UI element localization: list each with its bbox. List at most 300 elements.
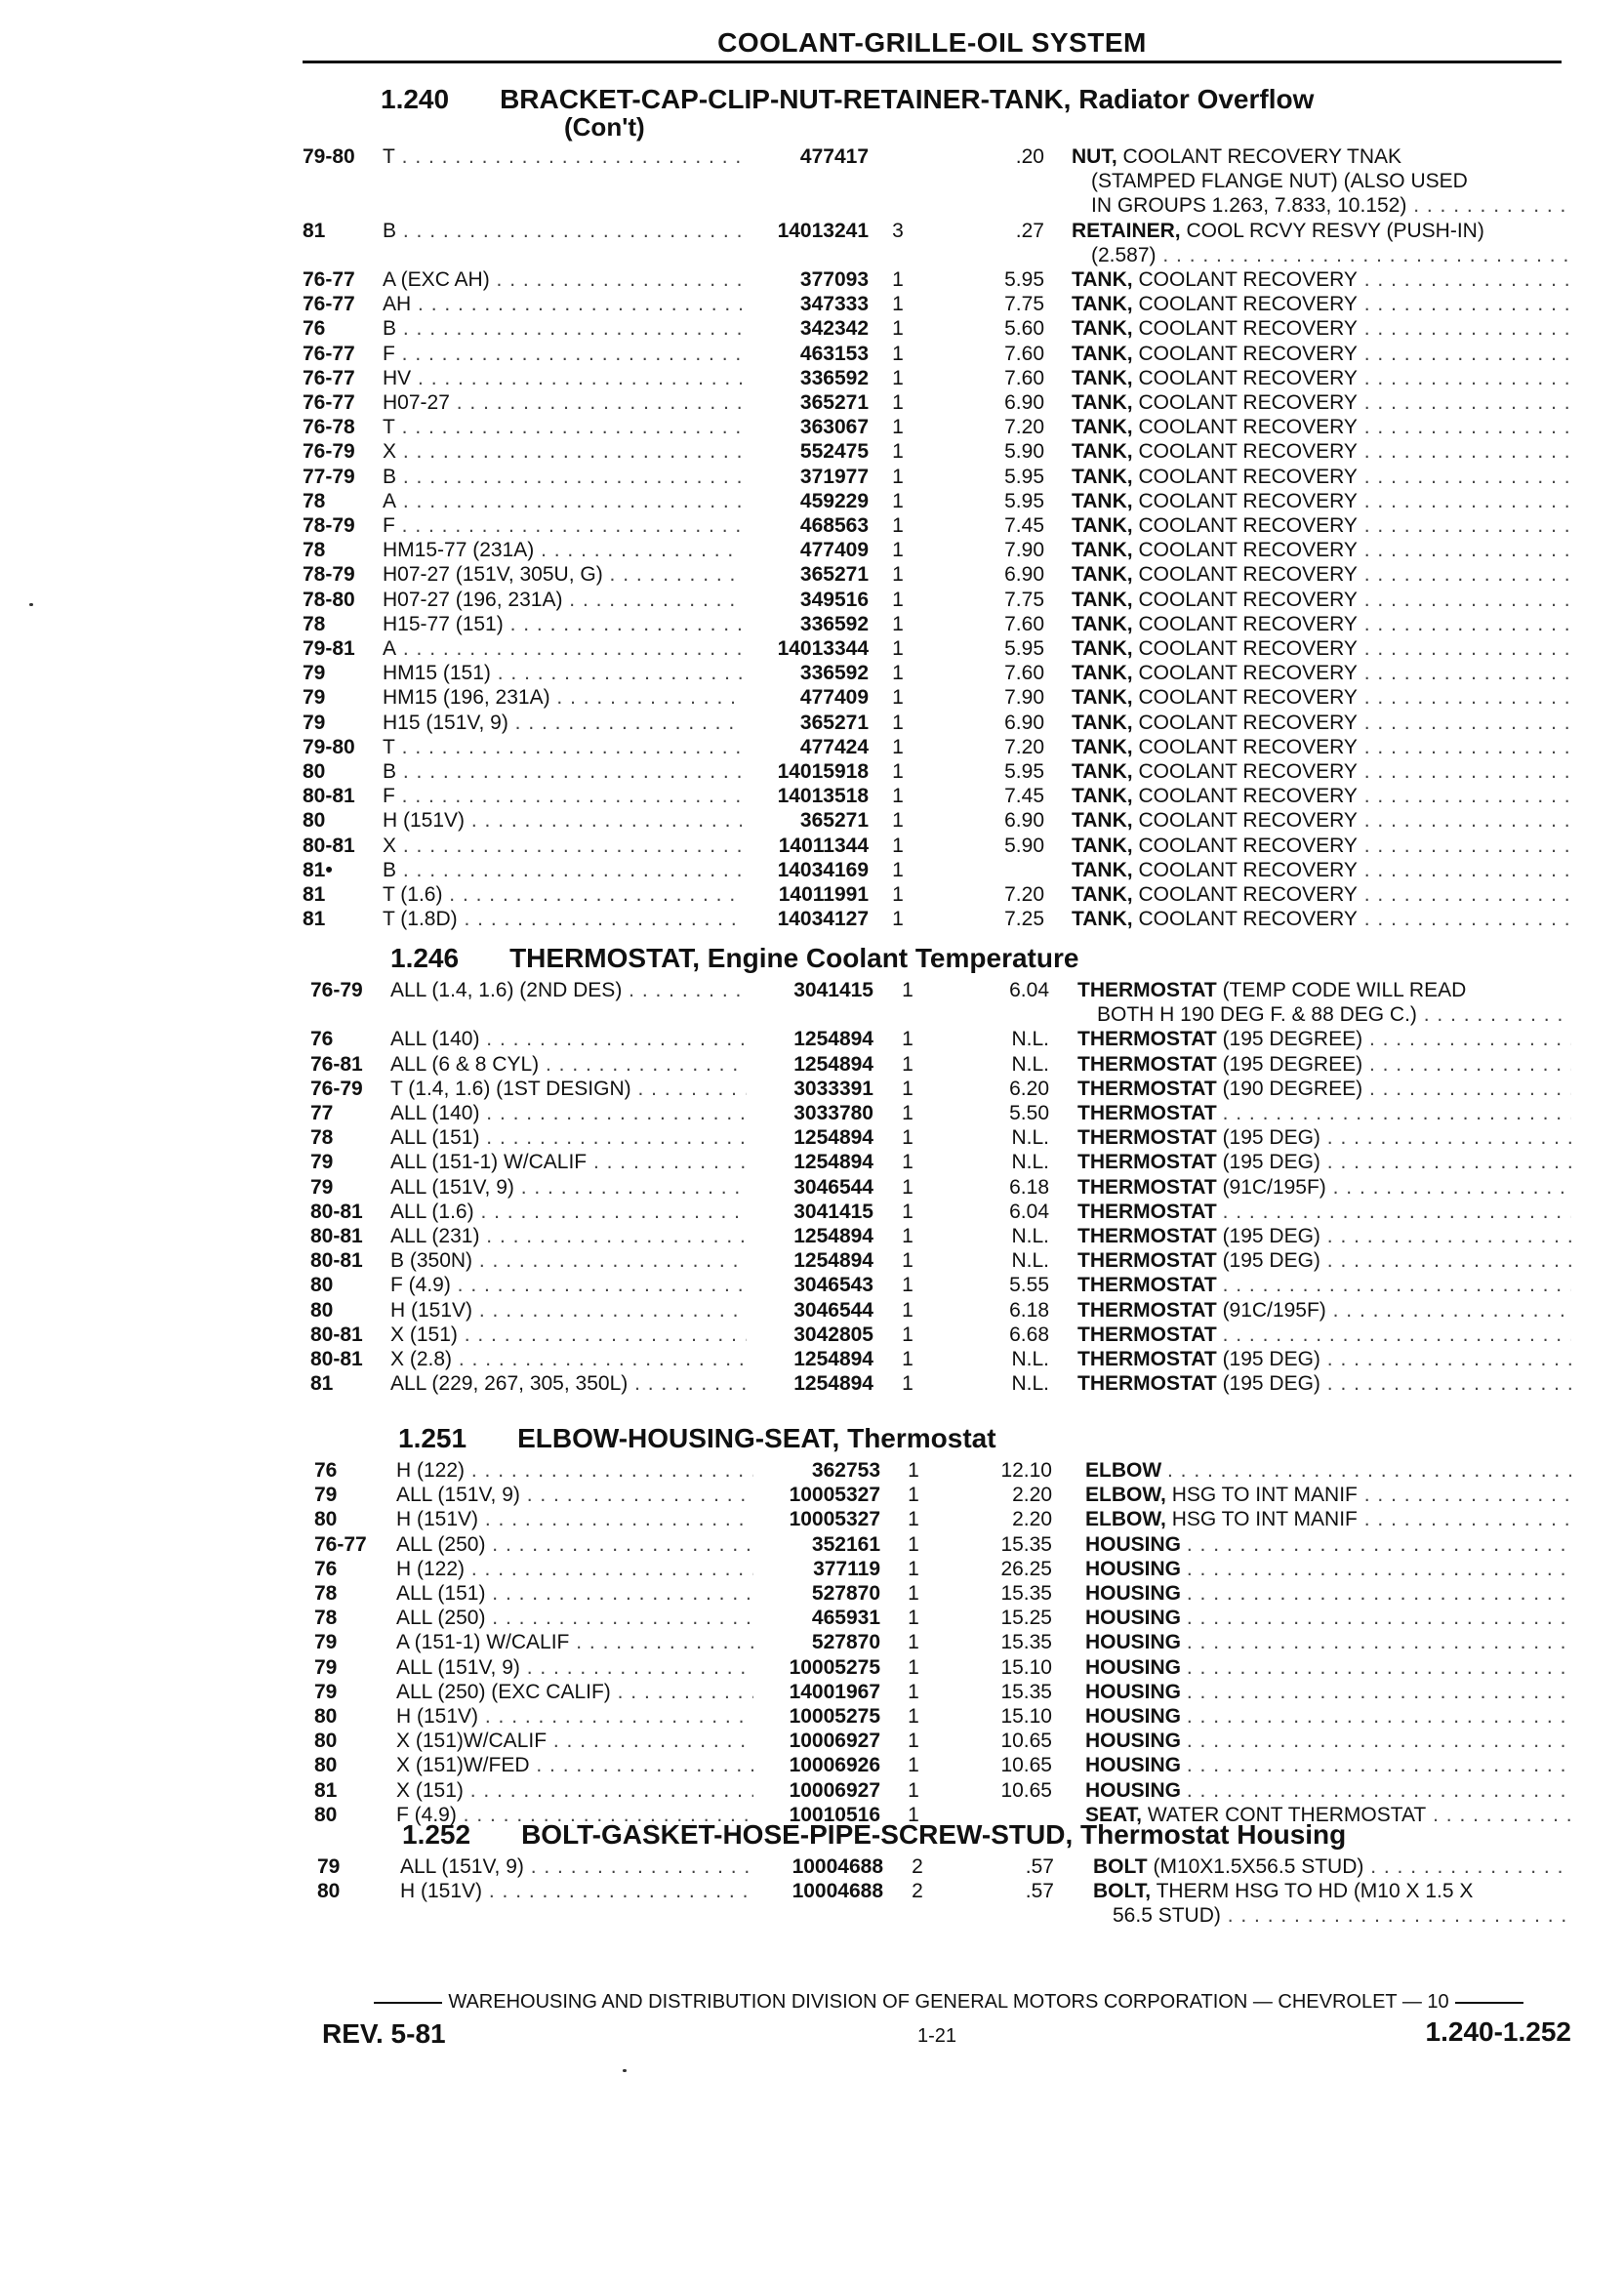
- description-name: HOUSING: [1085, 1582, 1182, 1605]
- application: T . . .: [383, 735, 742, 759]
- description: [1077, 1347, 1571, 1371]
- description: [1077, 1298, 1571, 1323]
- part-number: 552475: [799, 440, 869, 464]
- description-detail: WATER CONT THERMOSTAT: [1147, 1803, 1427, 1826]
- model-year: 80-81: [310, 1200, 363, 1223]
- model-year: 81: [303, 883, 326, 906]
- application: ALL (151) . . .: [396, 1581, 753, 1606]
- section-number: 1.251: [398, 1423, 467, 1453]
- description-detail: (195 DEG): [1222, 1225, 1320, 1247]
- table-row: [0, 1507, 1624, 1531]
- quantity: 1: [908, 1532, 919, 1556]
- description-name: ELBOW: [1085, 1459, 1162, 1482]
- application: A (151-1) W/CALIF . . .: [396, 1630, 753, 1654]
- part-number: 14034169: [777, 858, 869, 881]
- table-row: [0, 978, 1624, 1002]
- application: H07-27 . . .: [383, 390, 742, 415]
- application: ALL (250) . . .: [396, 1532, 753, 1557]
- table-row: [0, 759, 1624, 784]
- table-row: [0, 1224, 1624, 1248]
- description-name: TANK,: [1072, 735, 1133, 758]
- table-row: [0, 1027, 1624, 1051]
- description-name: HOUSING: [1085, 1631, 1182, 1654]
- table-row: [0, 1125, 1624, 1150]
- quantity: 1: [902, 1225, 914, 1247]
- description: [1072, 661, 1571, 685]
- description: [1072, 858, 1571, 882]
- model-year: 78: [303, 489, 326, 512]
- application: AH . . .: [383, 292, 742, 316]
- description-detail: COOLANT RECOVERY: [1138, 539, 1358, 562]
- description: [1072, 439, 1571, 464]
- price: 26.25: [1000, 1557, 1052, 1580]
- quantity: 1: [908, 1607, 919, 1630]
- price: .20: [1015, 145, 1044, 168]
- price: 6.04: [1009, 979, 1049, 1001]
- price: 5.95: [1004, 489, 1044, 512]
- section-title: BRACKET-CAP-CLIP-NUT-RETAINER-TANK, Radiator Overflow: [500, 84, 1315, 114]
- part-number: 365271: [799, 563, 869, 587]
- application: ALL (6 & 8 CYL) . . .: [390, 1052, 747, 1077]
- quantity: 1: [908, 1508, 919, 1531]
- footer-division-line: [324, 1991, 1573, 2014]
- application: ALL (151V, 9) . . .: [400, 1854, 756, 1879]
- quantity: 1: [892, 342, 904, 365]
- application: B . . .: [383, 316, 742, 341]
- description-detail: (M10X1.5X56.5 STUD): [1153, 1855, 1364, 1878]
- part-number: 477409: [799, 539, 869, 562]
- section-title: THERMOSTAT, Engine Coolant Temperature: [509, 943, 1079, 973]
- quantity: 3: [892, 219, 904, 242]
- quantity: 1: [902, 1200, 914, 1223]
- description: [1077, 1101, 1571, 1125]
- description-name: THERMOSTAT: [1077, 1028, 1217, 1051]
- price: 6.04: [1009, 1200, 1049, 1223]
- description: [1093, 1879, 1571, 1903]
- application: X (151) . . .: [390, 1323, 747, 1347]
- part-number: 10006927: [789, 1730, 880, 1753]
- description: [1072, 342, 1571, 366]
- model-year: 81•: [303, 858, 333, 881]
- model-year: 80: [314, 1803, 338, 1826]
- part-number: 3033391: [793, 1077, 873, 1100]
- model-year: 80: [303, 809, 326, 833]
- price: 7.60: [1004, 612, 1044, 635]
- description-name: TANK,: [1072, 317, 1133, 341]
- table-row: [0, 636, 1624, 661]
- description-detail: COOL RCVY RESVY (PUSH-IN): [1186, 219, 1484, 242]
- table-row: [0, 1483, 1624, 1507]
- price: 5.60: [1004, 317, 1044, 341]
- table-row: [0, 390, 1624, 415]
- description: [1085, 1507, 1571, 1531]
- price: 5.50: [1009, 1102, 1049, 1124]
- table-row: [0, 1778, 1624, 1803]
- model-year: 81: [310, 1372, 334, 1396]
- model-year: 78: [310, 1126, 334, 1150]
- part-number: 14011991: [778, 883, 869, 906]
- table-row: [0, 1347, 1624, 1371]
- model-year: 76-77: [303, 342, 355, 365]
- section-number: 1.240: [381, 84, 450, 114]
- table-row: [0, 342, 1624, 366]
- price: 7.25: [1004, 908, 1044, 931]
- part-number: 10004688: [792, 1880, 883, 1903]
- price: 2.20: [1012, 1484, 1052, 1507]
- part-number: 365271: [799, 809, 869, 833]
- description-detail: HSG TO INT MANIF: [1171, 1484, 1358, 1507]
- description-name: TANK,: [1072, 760, 1133, 783]
- application: B . . .: [383, 465, 742, 489]
- part-number: 3046544: [793, 1175, 873, 1199]
- description-name: TANK,: [1072, 637, 1133, 660]
- quantity: 1: [902, 979, 914, 1001]
- description-detail: COOLANT RECOVERY: [1138, 809, 1358, 833]
- part-number: 365271: [799, 391, 869, 414]
- description: [1072, 882, 1571, 907]
- table-row: [0, 1581, 1624, 1606]
- description-name: TANK,: [1072, 809, 1133, 833]
- model-year: 79: [303, 662, 326, 685]
- model-year: 79-80: [303, 145, 355, 168]
- description-name: TANK,: [1072, 416, 1133, 439]
- description: [1072, 759, 1571, 784]
- description-name: ELBOW,: [1085, 1484, 1166, 1507]
- description-detail: COOLANT RECOVERY: [1138, 760, 1358, 783]
- quantity: 1: [892, 268, 904, 291]
- model-year: 79: [314, 1631, 338, 1654]
- part-number: 465931: [811, 1607, 880, 1630]
- description-name: HOUSING: [1085, 1754, 1182, 1777]
- description-detail: (195 DEG): [1222, 1126, 1320, 1150]
- part-number: 1254894: [793, 1052, 873, 1076]
- description: [1085, 1483, 1571, 1507]
- model-year: 78-80: [303, 588, 355, 611]
- description-detail: COOLANT RECOVERY: [1138, 416, 1358, 439]
- application: F . . .: [383, 342, 742, 366]
- description-detail: (195 DEG): [1222, 1249, 1320, 1273]
- model-year: 80-81: [303, 785, 355, 808]
- application: B . . .: [383, 219, 742, 243]
- model-year: 78: [314, 1607, 338, 1630]
- quantity: 1: [892, 416, 904, 439]
- price: 7.90: [1004, 686, 1044, 710]
- part-number: 477424: [799, 735, 869, 758]
- description: [1085, 1753, 1571, 1777]
- table-row: [0, 1175, 1624, 1200]
- model-year: 76-77: [303, 391, 355, 414]
- application: F . . .: [383, 513, 742, 538]
- table-row: [0, 292, 1624, 316]
- price: 7.45: [1004, 514, 1044, 537]
- description-name: TANK,: [1072, 440, 1133, 464]
- description-continuation: BOTH H 190 DEG F. & 88 DEG C.) . . .: [1097, 1002, 1571, 1027]
- part-number: 377119: [813, 1557, 880, 1580]
- part-number: 14034127: [777, 908, 869, 931]
- price: 6.90: [1004, 809, 1044, 833]
- price: N.L.: [1011, 1348, 1049, 1370]
- application: B (350N) . . .: [390, 1248, 747, 1273]
- description-detail: (195 DEGREE): [1222, 1028, 1363, 1051]
- price: 7.20: [1004, 416, 1044, 439]
- description-name: THERMOSTAT: [1077, 1052, 1217, 1076]
- description-detail: COOLANT RECOVERY: [1138, 735, 1358, 758]
- description: [1072, 808, 1571, 833]
- description-detail: (195 DEG): [1222, 1348, 1320, 1370]
- application: H07-27 (196, 231A) . . .: [383, 588, 742, 612]
- description-name: THERMOSTAT: [1077, 1077, 1217, 1100]
- table-row: [0, 834, 1624, 858]
- table-row: [0, 219, 1624, 243]
- price: 6.18: [1009, 1298, 1049, 1322]
- price: 6.90: [1004, 563, 1044, 587]
- description-detail: COOLANT RECOVERY: [1138, 366, 1358, 389]
- section-heading: [381, 86, 1314, 141]
- table-row: [0, 1532, 1624, 1557]
- table-row: [0, 144, 1624, 169]
- application: T (1.8D) . . .: [383, 907, 742, 931]
- part-number: 1254894: [793, 1225, 873, 1247]
- model-year: 80-81: [310, 1348, 363, 1370]
- model-year: 77: [310, 1102, 334, 1124]
- quantity: 2: [912, 1855, 923, 1878]
- table-row: [0, 1101, 1624, 1125]
- application: X (2.8) . . .: [390, 1347, 747, 1371]
- description-detail: COOLANT RECOVERY: [1138, 588, 1358, 611]
- part-number: 10010516: [789, 1803, 880, 1826]
- part-number: 10005275: [789, 1655, 880, 1679]
- description-detail: COOLANT RECOVERY: [1138, 662, 1358, 685]
- section-heading: [398, 1425, 996, 1452]
- table-row: [0, 267, 1624, 292]
- quantity: 1: [902, 1298, 914, 1322]
- model-year: 76-77: [303, 268, 355, 291]
- price: N.L.: [1011, 1151, 1049, 1174]
- quantity: 1: [908, 1778, 919, 1802]
- description-name: TANK,: [1072, 391, 1133, 414]
- quantity: 1: [902, 1028, 914, 1051]
- part-number: 14013518: [777, 785, 869, 808]
- application: ALL (151V, 9) . . .: [396, 1655, 753, 1680]
- model-year: 76-79: [310, 1077, 363, 1100]
- model-year: 79: [310, 1151, 334, 1174]
- application: ALL (151V, 9) . . .: [390, 1175, 747, 1200]
- part-number: 3041415: [793, 979, 873, 1001]
- model-year: 79: [303, 711, 326, 734]
- part-number: 3046544: [793, 1298, 873, 1322]
- table-row: [0, 1704, 1624, 1729]
- quantity: 1: [892, 366, 904, 389]
- description: [1077, 1323, 1571, 1347]
- model-year: 76-79: [303, 440, 355, 464]
- description-name: TANK,: [1072, 662, 1133, 685]
- model-year: 80-81: [303, 834, 355, 857]
- application: H (151V) . . .: [390, 1298, 747, 1323]
- table-row: [0, 784, 1624, 808]
- footer-division: WAREHOUSING AND DISTRIBUTION DIVISION OF GENERAL MOTORS CORPORATION — CHEVROLET — 10: [448, 1991, 1449, 2013]
- description-detail: COOLANT RECOVERY: [1138, 293, 1358, 316]
- price: 6.90: [1004, 711, 1044, 734]
- price: 5.95: [1004, 268, 1044, 291]
- price: 7.75: [1004, 588, 1044, 611]
- description-detail: (195 DEG): [1222, 1372, 1320, 1396]
- description-detail: COOLANT RECOVERY: [1138, 317, 1358, 341]
- part-number: 349516: [799, 588, 869, 611]
- description: [1072, 465, 1571, 489]
- description-name: HOUSING: [1085, 1655, 1182, 1679]
- model-year: 76-81: [310, 1052, 363, 1076]
- application: H (151V) . . .: [400, 1879, 756, 1903]
- part-number: 371977: [799, 465, 869, 488]
- table-row: [0, 882, 1624, 907]
- application: ALL (140) . . .: [390, 1027, 747, 1051]
- price: 5.55: [1009, 1274, 1049, 1297]
- description: [1072, 735, 1571, 759]
- description-name: THERMOSTAT: [1077, 1175, 1217, 1199]
- application: X . . .: [383, 834, 742, 858]
- part-number: 10004688: [792, 1855, 883, 1878]
- description: [1072, 636, 1571, 661]
- model-year: 81: [303, 908, 326, 931]
- description-detail: COOLANT RECOVERY: [1138, 391, 1358, 414]
- description: [1077, 1248, 1571, 1273]
- description-name: THERMOSTAT: [1077, 1102, 1217, 1124]
- description-name: THERMOSTAT: [1077, 1298, 1217, 1322]
- table-row: [0, 1879, 1624, 1903]
- description: [1072, 538, 1571, 562]
- quantity: 1: [892, 760, 904, 783]
- description-name: HOUSING: [1085, 1607, 1182, 1630]
- quantity: 1: [892, 809, 904, 833]
- table-row: [0, 711, 1624, 735]
- description-name: ELBOW,: [1085, 1508, 1166, 1531]
- application: H (122) . . .: [396, 1557, 753, 1581]
- table-row: [0, 1273, 1624, 1297]
- application: H (151V) . . .: [383, 808, 742, 833]
- description-name: HOUSING: [1085, 1730, 1182, 1753]
- description-name: THERMOSTAT: [1077, 1249, 1217, 1273]
- description: [1077, 1150, 1571, 1174]
- table-row: [0, 538, 1624, 562]
- application: B . . .: [383, 759, 742, 784]
- table-row: [0, 1729, 1624, 1753]
- model-year: 78: [303, 539, 326, 562]
- description: [1077, 1052, 1571, 1077]
- description-name: TANK,: [1072, 588, 1133, 611]
- description: [1072, 144, 1571, 169]
- price: 7.45: [1004, 785, 1044, 808]
- application: H07-27 (151V, 305U, G) . . .: [383, 562, 742, 587]
- price: N.L.: [1011, 1372, 1049, 1396]
- model-year: 80: [317, 1880, 341, 1903]
- description: [1072, 513, 1571, 538]
- part-number: 14011344: [778, 834, 869, 857]
- application: F (4.9) . . .: [390, 1273, 747, 1297]
- table-row: [0, 661, 1624, 685]
- part-number: 377093: [799, 268, 869, 291]
- description-name: TANK,: [1072, 858, 1133, 881]
- table-row: [0, 1680, 1624, 1704]
- model-year: 79: [317, 1855, 341, 1878]
- description: [1072, 415, 1571, 439]
- part-number: 1254894: [793, 1126, 873, 1150]
- description-detail: COOLANT RECOVERY: [1138, 883, 1358, 906]
- description: [1072, 907, 1571, 931]
- description: [1085, 1581, 1571, 1606]
- model-year: 80-81: [310, 1225, 363, 1247]
- part-number: 352161: [811, 1532, 880, 1556]
- price: .57: [1025, 1855, 1054, 1878]
- part-number: 527870: [811, 1582, 880, 1605]
- price: .57: [1025, 1880, 1054, 1903]
- part-number: 14001967: [789, 1680, 880, 1703]
- part-number: 468563: [799, 514, 869, 537]
- price: 6.68: [1009, 1323, 1049, 1346]
- footer-revision: REV. 5-81: [322, 2018, 446, 2049]
- description-detail: COOLANT RECOVERY: [1138, 686, 1358, 710]
- table-row: [0, 1052, 1624, 1077]
- table-row: [0, 1458, 1624, 1483]
- application: ALL (140) . . .: [390, 1101, 747, 1125]
- quantity: 1: [892, 785, 904, 808]
- description: [1072, 612, 1571, 636]
- application: ALL (250) . . .: [396, 1606, 753, 1630]
- table-row: [0, 366, 1624, 390]
- quantity: 1: [892, 293, 904, 316]
- description: [1085, 1630, 1571, 1654]
- application: H (122) . . .: [396, 1458, 753, 1483]
- description: [1085, 1729, 1571, 1753]
- description-detail: COOLANT RECOVERY: [1138, 342, 1358, 365]
- table-row: [0, 1248, 1624, 1273]
- table-row: [0, 808, 1624, 833]
- model-year: 80-81: [310, 1249, 363, 1273]
- model-year: 76-77: [303, 366, 355, 389]
- description-detail: (91C/195F): [1222, 1298, 1326, 1322]
- description: [1072, 784, 1571, 808]
- application: ALL (229, 267, 305, 350L) . . .: [390, 1371, 747, 1396]
- description-name: TANK,: [1072, 539, 1133, 562]
- description-name: THERMOSTAT: [1077, 1151, 1217, 1174]
- application: T . . .: [383, 415, 742, 439]
- table-row: [0, 1371, 1624, 1396]
- table-row: [0, 316, 1624, 341]
- description-name: SEAT,: [1085, 1803, 1142, 1826]
- quantity: 1: [908, 1557, 919, 1580]
- description: [1072, 366, 1571, 390]
- description-name: TANK,: [1072, 834, 1133, 857]
- table-row: [0, 588, 1624, 612]
- model-year: 76-77: [314, 1532, 367, 1556]
- part-number: 3042805: [793, 1323, 873, 1346]
- application: H (151V) . . .: [396, 1507, 753, 1531]
- description-name: HOUSING: [1085, 1680, 1182, 1703]
- description: [1077, 1175, 1571, 1200]
- part-number: 10005327: [789, 1508, 880, 1531]
- application: A . . .: [383, 636, 742, 661]
- table-row: [0, 907, 1624, 931]
- table-row: [0, 1557, 1624, 1581]
- description-name: TANK,: [1072, 366, 1133, 389]
- quantity: 1: [892, 883, 904, 906]
- price: 5.95: [1004, 637, 1044, 660]
- application: ALL (1.4, 1.6) (2ND DES) . . .: [390, 978, 747, 1002]
- description: [1085, 1704, 1571, 1729]
- model-year: 78: [303, 612, 326, 635]
- description-detail: (190 DEGREE): [1222, 1077, 1363, 1100]
- price: 5.90: [1004, 440, 1044, 464]
- quantity: 1: [902, 1372, 914, 1396]
